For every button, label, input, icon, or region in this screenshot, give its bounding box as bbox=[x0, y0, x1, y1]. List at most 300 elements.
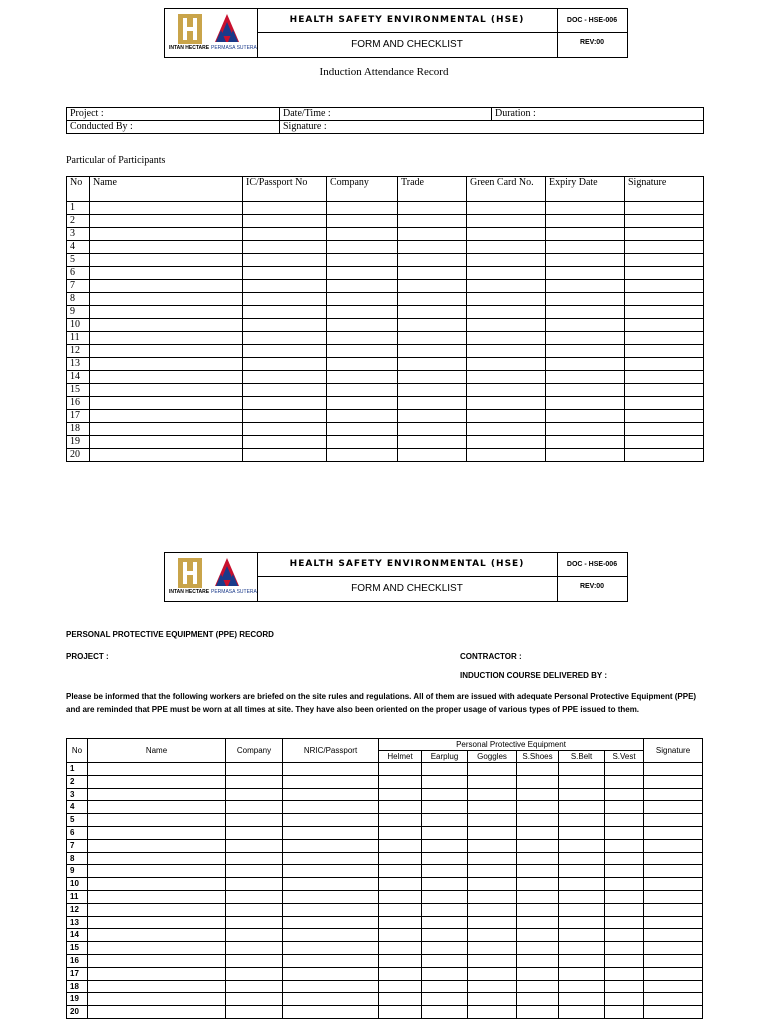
ppe-cell[interactable] bbox=[283, 852, 379, 865]
ppe-cell[interactable] bbox=[605, 967, 644, 980]
participant-cell[interactable] bbox=[625, 293, 704, 306]
ppe-cell[interactable] bbox=[226, 852, 283, 865]
participant-cell[interactable] bbox=[243, 202, 327, 215]
participant-cell[interactable] bbox=[90, 202, 243, 215]
ppe-cell[interactable] bbox=[605, 890, 644, 903]
participant-cell[interactable] bbox=[90, 423, 243, 436]
ppe-cell[interactable] bbox=[605, 852, 644, 865]
ppe-cell[interactable] bbox=[379, 980, 422, 993]
ppe-cell[interactable] bbox=[379, 839, 422, 852]
ppe-induction-field[interactable]: INDUCTION COURSE DELIVERED BY : bbox=[460, 671, 607, 680]
ppe-cell[interactable] bbox=[517, 1006, 559, 1019]
participant-cell[interactable] bbox=[467, 332, 546, 345]
participant-cell[interactable] bbox=[90, 384, 243, 397]
ppe-cell[interactable] bbox=[605, 878, 644, 891]
ppe-cell[interactable] bbox=[422, 954, 468, 967]
ppe-cell[interactable] bbox=[605, 903, 644, 916]
ppe-cell[interactable] bbox=[379, 788, 422, 801]
ppe-cell[interactable] bbox=[422, 878, 468, 891]
ppe-cell[interactable] bbox=[283, 980, 379, 993]
participant-cell[interactable] bbox=[546, 280, 625, 293]
ppe-cell[interactable] bbox=[559, 852, 605, 865]
ppe-cell[interactable] bbox=[517, 788, 559, 801]
ppe-cell[interactable] bbox=[517, 878, 559, 891]
ppe-cell[interactable] bbox=[422, 942, 468, 955]
ppe-cell[interactable] bbox=[468, 865, 517, 878]
participant-cell[interactable] bbox=[90, 397, 243, 410]
participant-cell[interactable] bbox=[467, 449, 546, 462]
ppe-cell[interactable] bbox=[379, 993, 422, 1006]
ppe-cell[interactable] bbox=[644, 1006, 703, 1019]
participant-cell[interactable] bbox=[398, 384, 467, 397]
participant-cell[interactable] bbox=[398, 293, 467, 306]
participant-cell[interactable] bbox=[546, 384, 625, 397]
participant-cell[interactable] bbox=[546, 371, 625, 384]
ppe-cell[interactable] bbox=[644, 775, 703, 788]
participant-cell[interactable] bbox=[398, 332, 467, 345]
participant-cell[interactable] bbox=[398, 397, 467, 410]
participant-cell[interactable] bbox=[398, 371, 467, 384]
participant-cell[interactable] bbox=[90, 293, 243, 306]
ppe-cell[interactable] bbox=[644, 890, 703, 903]
participant-cell[interactable] bbox=[398, 254, 467, 267]
ppe-cell[interactable] bbox=[226, 763, 283, 776]
participant-cell[interactable] bbox=[546, 215, 625, 228]
ppe-cell[interactable] bbox=[379, 942, 422, 955]
participant-cell[interactable] bbox=[546, 202, 625, 215]
participant-cell[interactable] bbox=[243, 254, 327, 267]
participant-cell[interactable] bbox=[625, 280, 704, 293]
participant-cell[interactable] bbox=[398, 241, 467, 254]
participant-cell[interactable] bbox=[327, 215, 398, 228]
participant-cell[interactable] bbox=[398, 358, 467, 371]
ppe-cell[interactable] bbox=[88, 890, 226, 903]
ppe-cell[interactable] bbox=[379, 890, 422, 903]
ppe-cell[interactable] bbox=[468, 788, 517, 801]
participant-cell[interactable] bbox=[625, 371, 704, 384]
ppe-cell[interactable] bbox=[88, 763, 226, 776]
ppe-cell[interactable] bbox=[468, 993, 517, 1006]
ppe-cell[interactable] bbox=[517, 865, 559, 878]
participant-cell[interactable] bbox=[243, 371, 327, 384]
ppe-cell[interactable] bbox=[88, 903, 226, 916]
ppe-cell[interactable] bbox=[468, 839, 517, 852]
participant-cell[interactable] bbox=[398, 423, 467, 436]
ppe-cell[interactable] bbox=[605, 1006, 644, 1019]
ppe-cell[interactable] bbox=[283, 993, 379, 1006]
participant-cell[interactable] bbox=[546, 332, 625, 345]
ppe-cell[interactable] bbox=[283, 954, 379, 967]
ppe-contractor-field[interactable]: CONTRACTOR : bbox=[460, 652, 522, 661]
ppe-cell[interactable] bbox=[605, 916, 644, 929]
ppe-cell[interactable] bbox=[517, 801, 559, 814]
ppe-cell[interactable] bbox=[468, 801, 517, 814]
ppe-cell[interactable] bbox=[517, 980, 559, 993]
ppe-cell[interactable] bbox=[517, 826, 559, 839]
ppe-cell[interactable] bbox=[468, 763, 517, 776]
ppe-cell[interactable] bbox=[379, 1006, 422, 1019]
ppe-cell[interactable] bbox=[559, 942, 605, 955]
participant-cell[interactable] bbox=[467, 267, 546, 280]
participant-cell[interactable] bbox=[546, 358, 625, 371]
participant-cell[interactable] bbox=[90, 241, 243, 254]
participant-cell[interactable] bbox=[243, 306, 327, 319]
ppe-cell[interactable] bbox=[559, 954, 605, 967]
ppe-cell[interactable] bbox=[605, 801, 644, 814]
participant-cell[interactable] bbox=[398, 449, 467, 462]
ppe-cell[interactable] bbox=[422, 826, 468, 839]
participant-cell[interactable] bbox=[243, 241, 327, 254]
participant-cell[interactable] bbox=[546, 436, 625, 449]
ppe-cell[interactable] bbox=[605, 954, 644, 967]
ppe-cell[interactable] bbox=[422, 903, 468, 916]
participant-cell[interactable] bbox=[625, 319, 704, 332]
participant-cell[interactable] bbox=[625, 267, 704, 280]
ppe-cell[interactable] bbox=[468, 916, 517, 929]
participant-cell[interactable] bbox=[327, 319, 398, 332]
participant-cell[interactable] bbox=[546, 397, 625, 410]
participant-cell[interactable] bbox=[546, 449, 625, 462]
participant-cell[interactable] bbox=[625, 410, 704, 423]
participant-cell[interactable] bbox=[546, 423, 625, 436]
ppe-cell[interactable] bbox=[468, 980, 517, 993]
participant-cell[interactable] bbox=[243, 267, 327, 280]
ppe-cell[interactable] bbox=[517, 814, 559, 827]
ppe-cell[interactable] bbox=[226, 929, 283, 942]
ppe-cell[interactable] bbox=[468, 775, 517, 788]
participant-cell[interactable] bbox=[467, 306, 546, 319]
signature-field[interactable]: Signature : bbox=[280, 121, 704, 134]
participant-cell[interactable] bbox=[625, 423, 704, 436]
participant-cell[interactable] bbox=[398, 228, 467, 241]
ppe-cell[interactable] bbox=[559, 763, 605, 776]
ppe-cell[interactable] bbox=[88, 839, 226, 852]
ppe-cell[interactable] bbox=[226, 993, 283, 1006]
ppe-cell[interactable] bbox=[88, 980, 226, 993]
ppe-cell[interactable] bbox=[559, 788, 605, 801]
ppe-cell[interactable] bbox=[226, 801, 283, 814]
ppe-cell[interactable] bbox=[283, 788, 379, 801]
participant-cell[interactable] bbox=[327, 306, 398, 319]
participant-cell[interactable] bbox=[327, 293, 398, 306]
ppe-cell[interactable] bbox=[226, 890, 283, 903]
ppe-cell[interactable] bbox=[88, 865, 226, 878]
ppe-cell[interactable] bbox=[226, 826, 283, 839]
ppe-cell[interactable] bbox=[559, 839, 605, 852]
participant-cell[interactable] bbox=[90, 345, 243, 358]
ppe-cell[interactable] bbox=[379, 967, 422, 980]
participant-cell[interactable] bbox=[243, 410, 327, 423]
participant-cell[interactable] bbox=[546, 241, 625, 254]
ppe-cell[interactable] bbox=[644, 916, 703, 929]
ppe-cell[interactable] bbox=[559, 826, 605, 839]
ppe-cell[interactable] bbox=[644, 967, 703, 980]
ppe-cell[interactable] bbox=[422, 801, 468, 814]
ppe-cell[interactable] bbox=[644, 826, 703, 839]
participant-cell[interactable] bbox=[467, 371, 546, 384]
ppe-cell[interactable] bbox=[283, 839, 379, 852]
participant-cell[interactable] bbox=[90, 306, 243, 319]
ppe-cell[interactable] bbox=[283, 826, 379, 839]
participant-cell[interactable] bbox=[625, 345, 704, 358]
ppe-cell[interactable] bbox=[283, 801, 379, 814]
participant-cell[interactable] bbox=[243, 345, 327, 358]
ppe-cell[interactable] bbox=[517, 993, 559, 1006]
ppe-cell[interactable] bbox=[644, 852, 703, 865]
participant-cell[interactable] bbox=[625, 358, 704, 371]
ppe-cell[interactable] bbox=[605, 942, 644, 955]
ppe-cell[interactable] bbox=[88, 878, 226, 891]
ppe-cell[interactable] bbox=[422, 929, 468, 942]
ppe-cell[interactable] bbox=[644, 878, 703, 891]
ppe-cell[interactable] bbox=[422, 814, 468, 827]
ppe-cell[interactable] bbox=[559, 980, 605, 993]
ppe-cell[interactable] bbox=[88, 852, 226, 865]
ppe-cell[interactable] bbox=[379, 865, 422, 878]
participant-cell[interactable] bbox=[243, 397, 327, 410]
participant-cell[interactable] bbox=[467, 423, 546, 436]
ppe-cell[interactable] bbox=[88, 967, 226, 980]
ppe-cell[interactable] bbox=[226, 1006, 283, 1019]
ppe-cell[interactable] bbox=[517, 916, 559, 929]
participant-cell[interactable] bbox=[90, 436, 243, 449]
ppe-cell[interactable] bbox=[559, 1006, 605, 1019]
ppe-cell[interactable] bbox=[283, 903, 379, 916]
participant-cell[interactable] bbox=[243, 436, 327, 449]
ppe-cell[interactable] bbox=[605, 865, 644, 878]
ppe-cell[interactable] bbox=[468, 1006, 517, 1019]
ppe-cell[interactable] bbox=[379, 954, 422, 967]
ppe-cell[interactable] bbox=[559, 916, 605, 929]
ppe-cell[interactable] bbox=[468, 814, 517, 827]
conducted-by-field[interactable]: Conducted By : bbox=[67, 121, 280, 134]
ppe-cell[interactable] bbox=[88, 942, 226, 955]
participant-cell[interactable] bbox=[327, 358, 398, 371]
ppe-cell[interactable] bbox=[283, 1006, 379, 1019]
ppe-cell[interactable] bbox=[559, 775, 605, 788]
ppe-cell[interactable] bbox=[644, 788, 703, 801]
ppe-cell[interactable] bbox=[379, 929, 422, 942]
participant-cell[interactable] bbox=[327, 254, 398, 267]
participant-cell[interactable] bbox=[625, 384, 704, 397]
participant-cell[interactable] bbox=[243, 319, 327, 332]
ppe-cell[interactable] bbox=[644, 814, 703, 827]
ppe-cell[interactable] bbox=[559, 801, 605, 814]
participant-cell[interactable] bbox=[90, 267, 243, 280]
ppe-cell[interactable] bbox=[226, 942, 283, 955]
ppe-cell[interactable] bbox=[226, 878, 283, 891]
ppe-cell[interactable] bbox=[283, 916, 379, 929]
ppe-cell[interactable] bbox=[605, 839, 644, 852]
participant-cell[interactable] bbox=[625, 202, 704, 215]
participant-cell[interactable] bbox=[625, 436, 704, 449]
ppe-cell[interactable] bbox=[379, 852, 422, 865]
ppe-cell[interactable] bbox=[644, 954, 703, 967]
ppe-cell[interactable] bbox=[88, 814, 226, 827]
participant-cell[interactable] bbox=[243, 358, 327, 371]
ppe-cell[interactable] bbox=[379, 763, 422, 776]
participant-cell[interactable] bbox=[90, 371, 243, 384]
ppe-cell[interactable] bbox=[226, 839, 283, 852]
participant-cell[interactable] bbox=[467, 436, 546, 449]
participant-cell[interactable] bbox=[327, 202, 398, 215]
ppe-cell[interactable] bbox=[517, 929, 559, 942]
ppe-cell[interactable] bbox=[226, 865, 283, 878]
participant-cell[interactable] bbox=[327, 384, 398, 397]
participant-cell[interactable] bbox=[398, 267, 467, 280]
participant-cell[interactable] bbox=[467, 358, 546, 371]
participant-cell[interactable] bbox=[243, 215, 327, 228]
ppe-cell[interactable] bbox=[605, 814, 644, 827]
ppe-cell[interactable] bbox=[644, 980, 703, 993]
project-field[interactable]: Project : bbox=[67, 108, 280, 121]
participant-cell[interactable] bbox=[398, 410, 467, 423]
ppe-cell[interactable] bbox=[226, 814, 283, 827]
participant-cell[interactable] bbox=[398, 319, 467, 332]
participant-cell[interactable] bbox=[90, 332, 243, 345]
ppe-cell[interactable] bbox=[88, 929, 226, 942]
ppe-cell[interactable] bbox=[422, 980, 468, 993]
ppe-cell[interactable] bbox=[468, 967, 517, 980]
ppe-cell[interactable] bbox=[468, 929, 517, 942]
participant-cell[interactable] bbox=[467, 228, 546, 241]
participant-cell[interactable] bbox=[467, 319, 546, 332]
ppe-cell[interactable] bbox=[283, 865, 379, 878]
ppe-cell[interactable] bbox=[422, 916, 468, 929]
ppe-cell[interactable] bbox=[559, 929, 605, 942]
ppe-cell[interactable] bbox=[88, 954, 226, 967]
ppe-cell[interactable] bbox=[605, 763, 644, 776]
participant-cell[interactable] bbox=[243, 293, 327, 306]
participant-cell[interactable] bbox=[398, 202, 467, 215]
participant-cell[interactable] bbox=[546, 228, 625, 241]
duration-field[interactable]: Duration : bbox=[492, 108, 704, 121]
ppe-cell[interactable] bbox=[468, 942, 517, 955]
ppe-cell[interactable] bbox=[559, 993, 605, 1006]
ppe-cell[interactable] bbox=[517, 890, 559, 903]
participant-cell[interactable] bbox=[546, 254, 625, 267]
participant-cell[interactable] bbox=[90, 319, 243, 332]
ppe-cell[interactable] bbox=[559, 865, 605, 878]
ppe-cell[interactable] bbox=[468, 890, 517, 903]
ppe-cell[interactable] bbox=[226, 903, 283, 916]
participant-cell[interactable] bbox=[243, 228, 327, 241]
ppe-cell[interactable] bbox=[517, 954, 559, 967]
participant-cell[interactable] bbox=[398, 345, 467, 358]
participant-cell[interactable] bbox=[90, 280, 243, 293]
ppe-cell[interactable] bbox=[283, 929, 379, 942]
ppe-cell[interactable] bbox=[644, 903, 703, 916]
ppe-cell[interactable] bbox=[468, 954, 517, 967]
participant-cell[interactable] bbox=[625, 397, 704, 410]
participant-cell[interactable] bbox=[398, 215, 467, 228]
ppe-cell[interactable] bbox=[605, 993, 644, 1006]
ppe-cell[interactable] bbox=[226, 954, 283, 967]
participant-cell[interactable] bbox=[467, 280, 546, 293]
ppe-cell[interactable] bbox=[605, 775, 644, 788]
ppe-cell[interactable] bbox=[517, 852, 559, 865]
participant-cell[interactable] bbox=[546, 319, 625, 332]
ppe-cell[interactable] bbox=[88, 916, 226, 929]
ppe-cell[interactable] bbox=[422, 763, 468, 776]
ppe-cell[interactable] bbox=[422, 993, 468, 1006]
participant-cell[interactable] bbox=[90, 410, 243, 423]
participant-cell[interactable] bbox=[90, 215, 243, 228]
participant-cell[interactable] bbox=[546, 293, 625, 306]
ppe-cell[interactable] bbox=[605, 826, 644, 839]
ppe-cell[interactable] bbox=[422, 865, 468, 878]
ppe-cell[interactable] bbox=[559, 903, 605, 916]
participant-cell[interactable] bbox=[625, 449, 704, 462]
ppe-cell[interactable] bbox=[422, 852, 468, 865]
ppe-cell[interactable] bbox=[283, 814, 379, 827]
ppe-cell[interactable] bbox=[517, 839, 559, 852]
participant-cell[interactable] bbox=[467, 241, 546, 254]
participant-cell[interactable] bbox=[467, 410, 546, 423]
ppe-cell[interactable] bbox=[422, 890, 468, 903]
ppe-cell[interactable] bbox=[88, 1006, 226, 1019]
ppe-cell[interactable] bbox=[517, 763, 559, 776]
ppe-cell[interactable] bbox=[644, 942, 703, 955]
date-time-field[interactable]: Date/Time : bbox=[280, 108, 492, 121]
ppe-cell[interactable] bbox=[379, 775, 422, 788]
participant-cell[interactable] bbox=[467, 293, 546, 306]
ppe-cell[interactable] bbox=[283, 775, 379, 788]
participant-cell[interactable] bbox=[546, 410, 625, 423]
participant-cell[interactable] bbox=[625, 306, 704, 319]
ppe-cell[interactable] bbox=[422, 788, 468, 801]
participant-cell[interactable] bbox=[625, 215, 704, 228]
ppe-cell[interactable] bbox=[468, 878, 517, 891]
participant-cell[interactable] bbox=[327, 436, 398, 449]
ppe-cell[interactable] bbox=[644, 839, 703, 852]
ppe-cell[interactable] bbox=[468, 903, 517, 916]
participant-cell[interactable] bbox=[467, 215, 546, 228]
ppe-cell[interactable] bbox=[605, 929, 644, 942]
ppe-cell[interactable] bbox=[559, 878, 605, 891]
ppe-cell[interactable] bbox=[88, 788, 226, 801]
ppe-cell[interactable] bbox=[517, 775, 559, 788]
ppe-cell[interactable] bbox=[605, 980, 644, 993]
ppe-cell[interactable] bbox=[517, 967, 559, 980]
ppe-cell[interactable] bbox=[559, 890, 605, 903]
participant-cell[interactable] bbox=[243, 332, 327, 345]
ppe-cell[interactable] bbox=[379, 814, 422, 827]
ppe-cell[interactable] bbox=[226, 788, 283, 801]
ppe-cell[interactable] bbox=[468, 826, 517, 839]
ppe-cell[interactable] bbox=[283, 890, 379, 903]
ppe-cell[interactable] bbox=[422, 967, 468, 980]
ppe-cell[interactable] bbox=[88, 826, 226, 839]
ppe-cell[interactable] bbox=[379, 878, 422, 891]
participant-cell[interactable] bbox=[327, 332, 398, 345]
participant-cell[interactable] bbox=[398, 436, 467, 449]
ppe-cell[interactable] bbox=[379, 801, 422, 814]
ppe-cell[interactable] bbox=[644, 801, 703, 814]
participant-cell[interactable] bbox=[327, 397, 398, 410]
ppe-cell[interactable] bbox=[468, 852, 517, 865]
participant-cell[interactable] bbox=[467, 202, 546, 215]
participant-cell[interactable] bbox=[546, 345, 625, 358]
participant-cell[interactable] bbox=[546, 306, 625, 319]
participant-cell[interactable] bbox=[398, 306, 467, 319]
participant-cell[interactable] bbox=[243, 423, 327, 436]
participant-cell[interactable] bbox=[243, 280, 327, 293]
ppe-project-field[interactable]: PROJECT : bbox=[66, 652, 109, 661]
ppe-cell[interactable] bbox=[644, 929, 703, 942]
participant-cell[interactable] bbox=[467, 384, 546, 397]
participant-cell[interactable] bbox=[327, 241, 398, 254]
